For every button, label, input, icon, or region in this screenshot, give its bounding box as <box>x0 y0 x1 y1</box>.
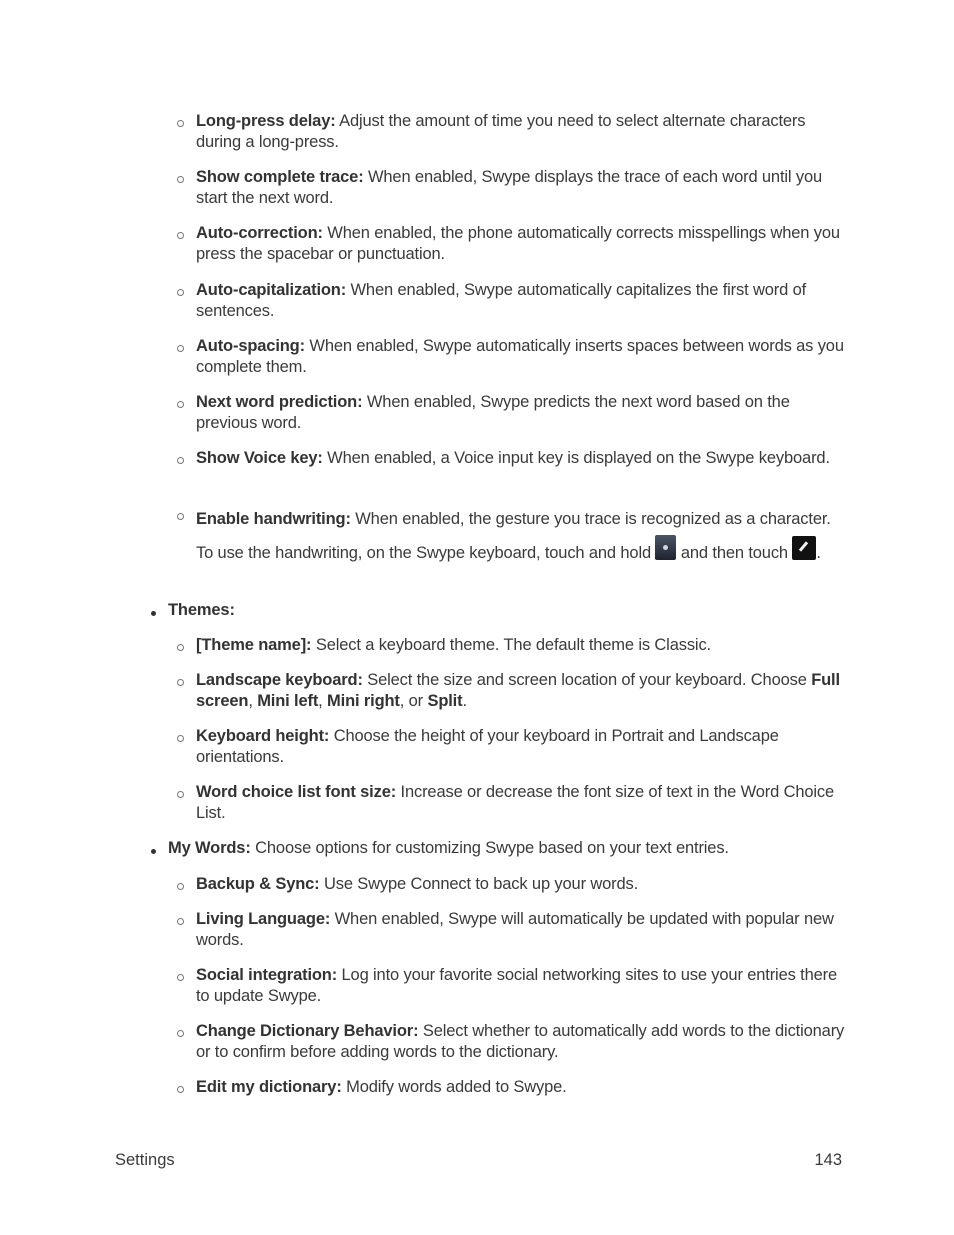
sub-bullet <box>177 1086 184 1093</box>
list-item-landscape-keyboard: Landscape keyboard: Select the size and screen location of your keyboard. Choose Full screen, Mini left, Mini right, or Split. <box>196 671 840 710</box>
list-item-edit-my-dictionary: Edit my dictionary: Modify words added to Swype. <box>196 1078 567 1096</box>
sub-bullet <box>177 120 184 127</box>
sub-bullet <box>177 401 184 408</box>
list-item-social-integration: Social integration: Log into your favorite social networking sites to use your entries there to update Swype. <box>196 966 837 1005</box>
handwriting-pen-icon <box>792 536 816 560</box>
list-item-auto-capitalization: Auto-capitalization: When enabled, Swype automatically capitalizes the first word of sentences. <box>196 281 807 320</box>
list-item-backup-sync: Backup & Sync: Use Swype Connect to back up your words. <box>196 875 639 893</box>
list-item-my-words: My Words: Choose options for customizing Swype based on your text entries. <box>168 839 729 857</box>
sub-bullet <box>177 513 184 520</box>
footer-section-title: Settings <box>115 1151 175 1169</box>
sub-bullet <box>177 1030 184 1037</box>
list-item-next-word-prediction: Next word prediction: When enabled, Swype predicts the next word based on the previous word. <box>196 393 790 432</box>
list-item-word-choice-list-font-size: Word choice list font size: Increase or decrease the font size of text in the Word Choice List. <box>196 783 835 822</box>
sub-bullet <box>177 735 184 742</box>
sub-bullet <box>177 644 184 651</box>
list-item-keyboard-height: Keyboard height: Choose the height of your keyboard in Portrait and Landscape orientations. <box>196 727 779 766</box>
list-item-change-dictionary-behavior: Change Dictionary Behavior: Select whether to automatically add words to the dictionary or to confirm before adding words to the dictionary. <box>196 1022 845 1061</box>
sub-bullet <box>177 791 184 798</box>
list-item-show-voice-key: Show Voice key: When enabled, a Voice input key is displayed on the Swype keyboard. <box>196 449 830 467</box>
sub-bullet <box>177 457 184 464</box>
sub-bullet <box>177 176 184 183</box>
sub-bullet <box>177 679 184 686</box>
sub-bullet <box>177 974 184 981</box>
sub-bullet <box>177 232 184 239</box>
list-item-auto-correction: Auto-correction: When enabled, the phone automatically corrects misspellings when you press the spacebar or punctuation. <box>196 224 840 263</box>
list-item-long-press-delay: Long-press delay: Adjust the amount of time you need to select alternate characters during a long-press. <box>196 112 806 151</box>
page-number: 143 <box>814 1151 842 1169</box>
bullet <box>151 611 156 616</box>
voice-key-icon <box>655 535 676 560</box>
list-item-auto-spacing: Auto-spacing: When enabled, Swype automatically inserts spaces between words as you complete them. <box>196 337 844 376</box>
sub-bullet <box>177 883 184 890</box>
sub-bullet <box>177 345 184 352</box>
list-item-theme-name: [Theme name]: Select a keyboard theme. The default theme is Classic. <box>196 636 711 654</box>
list-item-enable-handwriting: Enable handwriting: When enabled, the gesture you trace is recognized as a character. To use the handwriting, on the Swype keyboard, touch and hold and then touch . <box>196 510 831 562</box>
bullet <box>151 849 156 854</box>
list-item-show-complete-trace: Show complete trace: When enabled, Swype displays the trace of each word until you start the next word. <box>196 168 823 207</box>
list-item-themes: Themes: <box>168 601 235 619</box>
sub-bullet <box>177 918 184 925</box>
list-item-living-language: Living Language: When enabled, Swype will automatically be updated with popular new words. <box>196 910 834 949</box>
sub-bullet <box>177 289 184 296</box>
